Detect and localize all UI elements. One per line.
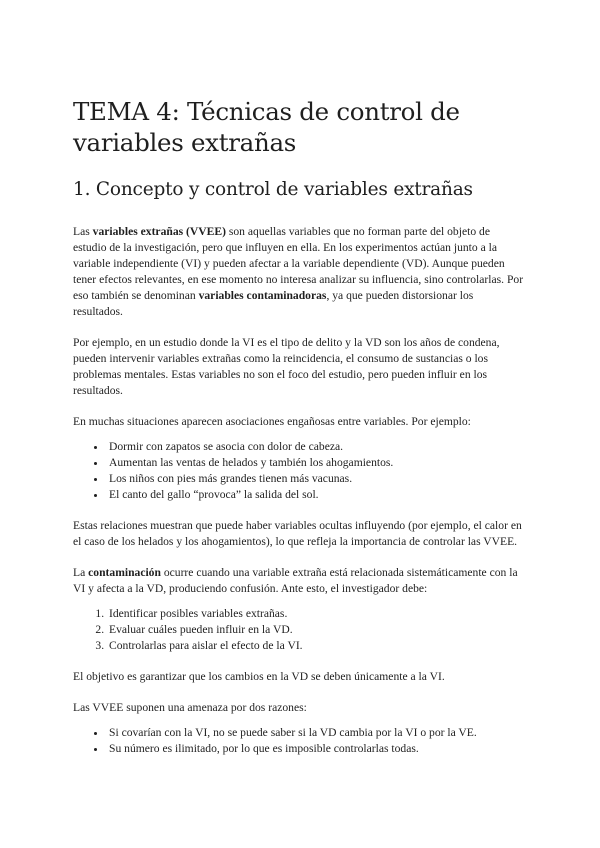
- list-item: • Aumentan las ventas de helados y también los ahogamientos.: [107, 455, 526, 471]
- paragraph-threats-intro: Las VVEE suponen una amenaza por dos razones:: [73, 701, 307, 714]
- paragraph-hidden-variables: Estas relaciones muestran que puede haber variables ocultas influyendo (por ejemplo, el calor en el caso de los helados y los ahogamientos), lo que refleja la importancia de controlar las VVEE.: [73, 519, 522, 548]
- threats-list: [73, 725, 526, 757]
- list-item: • Su número es ilimitado, por lo que es imposible controlarlas todas.: [107, 741, 526, 757]
- list-item: • El canto del gallo “provoca” la salida del sol.: [107, 487, 526, 503]
- bold-term: variables contaminadoras: [198, 289, 327, 302]
- text: Las: [73, 225, 93, 238]
- steps-list: [73, 606, 526, 654]
- section-heading: 1. Concepto y control de variables extrañas: [73, 179, 473, 200]
- list-item: 1. Identificar posibles variables extrañas.: [107, 606, 526, 622]
- text: , ya que pueden distorsionar los resultados.: [73, 289, 474, 318]
- paragraph-example: Por ejemplo, en un estudio donde la VI es el tipo de delito y la VD son los años de condena, pueden intervenir variables extrañas como la reincidencia, el consumo de sustancias o los problemas mentales. Estas variables no son el foco del estudio, pero pueden influir en los resultados.: [73, 336, 500, 397]
- bold-term: contaminación: [88, 566, 161, 579]
- paragraph-definition: [73, 224, 526, 320]
- bold-term: variables extrañas (VVEE): [92, 225, 226, 238]
- list-item: 3. Controlarlas para aislar el efecto de la VI.: [107, 638, 526, 654]
- paragraph-associations-intro: En muchas situaciones aparecen asociaciones engañosas entre variables. Por ejemplo:: [73, 415, 471, 428]
- associations-list: [73, 439, 526, 503]
- list-item: • Los niños con pies más grandes tienen más vacunas.: [107, 471, 526, 487]
- paragraph-objective: El objetivo es garantizar que los cambios en la VD se deben únicamente a la VI.: [73, 670, 445, 683]
- text: La: [73, 566, 89, 579]
- text: ocurre cuando una variable extraña está relacionada sistemáticamente con la VI y afecta a la VD, produciendo confusión. Ante esto, el investigador debe:: [73, 566, 518, 595]
- text: son aquellas variables que no forman parte del objeto de estudio de la investigación, pero que influyen en ella. En los experimentos actúan junto a la variable independiente (VI) y pueden afectar a la variable dependiente (VD). Aunque pueden tener efectos relevantes, en ese momento no interesa analizar su influencia, sino controlarlas. Por eso también se denominan: [73, 225, 524, 302]
- paragraph-contamination: [73, 565, 526, 597]
- list-item: 2. Evaluar cuáles pueden influir en la VD.: [107, 622, 526, 638]
- list-item: • Si covarían con la VI, no se puede saber si la VD cambia por la VI o por la VE.: [107, 725, 526, 741]
- list-item: • Dormir con zapatos se asocia con dolor de cabeza.: [107, 439, 526, 455]
- document-title: TEMA 4: Técnicas de control de variables extrañas: [73, 97, 460, 157]
